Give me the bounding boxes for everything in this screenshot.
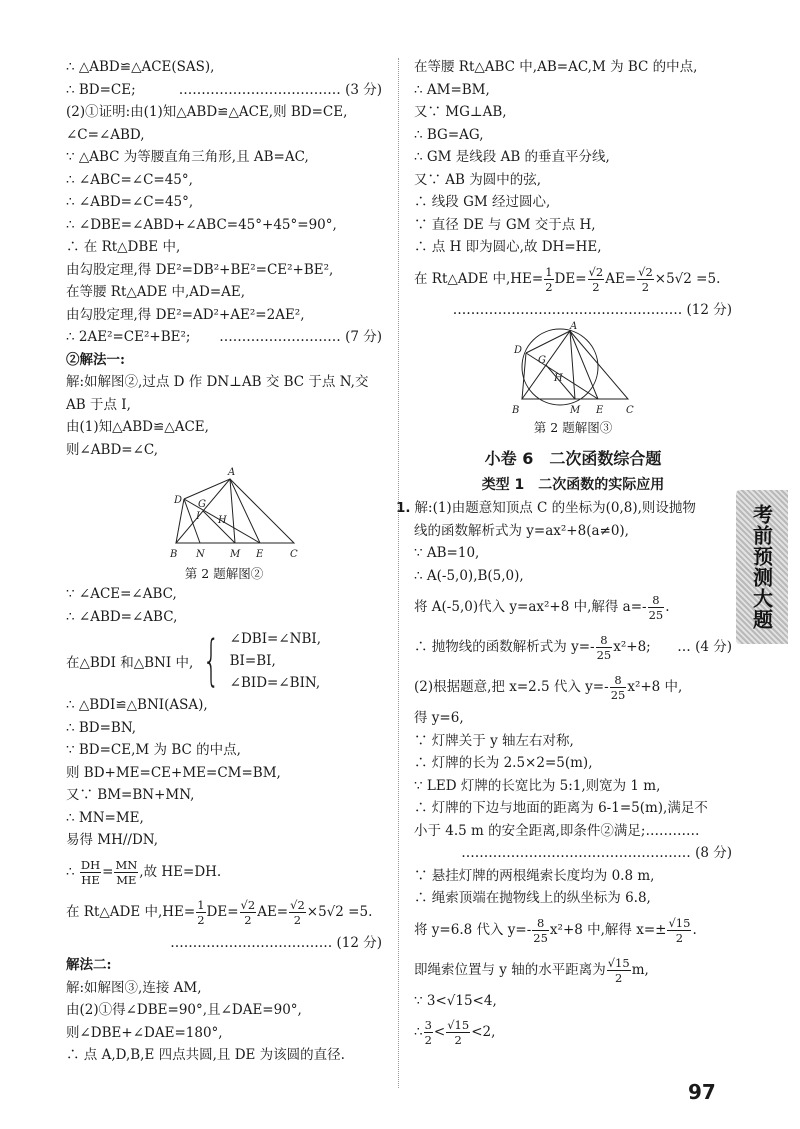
text-line: 在等腰 Rt△ABC 中,AB=AC,M 为 BC 的中点, [414,59,698,75]
svg-text:G: G [538,355,546,366]
text-line: 在等腰 Rt△ADE 中,AD=AE, [66,284,246,300]
condition: BI=BI, [229,653,276,669]
text-line: ∴ 灯牌的长为 2.5×2=5(m), [414,755,593,771]
text-line: 线的函数解析式为 y=ax²+8(a≠0), [414,522,629,539]
text-line: 1. 解:(1)由题意知顶点 C 的坐标为(0,8),则设抛物 [396,500,696,516]
text-line: ②解法一: [66,351,125,368]
text-line: ∴ AM=BM, [414,81,490,98]
text-line: ∵ 直径 DE 与 GM 交于点 H, [414,216,596,233]
section-title: 小卷 6 二次函数综合题 [484,449,662,468]
text-line: 则 BD+ME=CE+ME=CM=BM, [66,764,281,781]
text-line: ∵ BD=CE,M 为 BC 的中点, [66,742,241,758]
svg-text:H: H [218,515,227,526]
text-line: AB 于点 I, [66,396,131,413]
section-subtitle: 类型 1 二次函数的实际应用 [481,477,665,493]
text-line: ∴ 2AE²=CE²+BE²; ……………………… (7 分) [66,326,382,349]
figure-caption: 第 2 题解图③ [533,420,613,435]
figure-2-2 [66,461,382,565]
text-line: 又∵ BM=BN+MN, [66,787,195,803]
svg-text:I: I [196,511,200,522]
text-line: 小于 4.5 m 的安全距离,即条件②满足;………… [414,822,700,839]
fraction: $\frac{DH}{HE}$ [80,857,101,887]
score-mark: ……………………………… (3 分) [178,81,382,98]
text-line: 由勾股定理,得 DE²=AD²+AE²=2AE², [66,306,305,323]
text-line: ∴ ∠ABD=∠C=45°, [66,194,194,210]
svg-text:A: A [228,467,236,478]
text-line: ∴ BD=CE; ……………………………… (3 分) [66,79,382,102]
text-line: ∵ 悬挂灯牌的两根绳索长度均为 0.8 m, [414,867,655,884]
text-line: 又∵ MG⊥AB, [414,104,507,120]
condition: ∠DBI=∠NBI, [229,631,322,647]
text-line: ∴ △BDI≌△BNI(ASA), [66,697,208,713]
text-line: ∴ 灯牌的下边与地面的距离为 6-1=5(m),满足不 [414,800,708,816]
text-line: ∴ GM 是线段 AB 的垂直平分线, [414,149,610,165]
text-line: ∴ 绳索顶端在抛物线上的纵坐标为 6.8, [414,890,651,906]
geometry-diagram [500,321,640,417]
fraction-line: 在 Rt△ADE 中,HE= $\frac{1}{2}$ DE= $\frac{√2}{2}$ AE= $\frac{√2}{2}$ ×5√2 =5. [66,897,373,927]
fraction: $\frac{8}{25}$ [533,915,548,945]
text-line: ∴ 点 A,D,B,E 四点共圆,且 DE 为该圆的直径. [66,1047,345,1063]
text-line: ∴ △ABD≌△ACE(SAS), [66,59,215,75]
text-line: ∴ 线段 GM 经过圆心, [414,194,551,210]
fraction-line: ∴ 抛物线的函数解析式为 y=- $\frac{8}{25}$ x²+8; … (4 分) [414,627,732,667]
score-mark: … (4 分) [677,639,732,655]
geometry-diagram [162,461,302,561]
text-line: 解法二: [66,957,112,973]
text-line: 得 y=6, [414,710,464,726]
text-line: ∴ 点 H 即为圆心,故 DH=HE, [414,239,602,255]
text-line: ∵ LED 灯牌的长宽比为 5:1,则宽为 1 m, [414,777,661,794]
text-line: ∵ 3<√15<4, [414,992,497,1009]
fraction-line: ∴ $\frac{3}{2}$ < $\frac{√15}{2}$ <2, [414,1018,496,1047]
text-line: 则∠ABD=∠C, [66,441,159,458]
svg-text:M: M [230,549,241,560]
triangle-ade [526,331,598,399]
svg-text:G: G [198,499,206,510]
fraction-line: 在 Rt△ADE 中,HE= $\frac{1}{2}$ DE= $\frac{√2}{2}$ AE= $\frac{√2}{2}$ ×5√2 =5. [414,264,721,294]
text-line: ∴ ∠ABD=∠ABC, [66,608,178,625]
fraction: $\frac{√15}{2}$ [607,955,630,985]
figure-2-3 [414,321,732,419]
svg-text:N: N [196,549,205,560]
text-line: ∵ 灯牌关于 y 轴左右对称, [414,732,574,749]
text-line: ∴ BD=BN, [66,719,137,736]
brace-symbol: { [202,629,221,692]
text-line: 由勾股定理,得 DE²=DB²+BE²=CE²+BE², [66,261,334,278]
text-line: ∴ A(-5,0),B(5,0), [414,567,524,584]
circle [522,329,598,405]
fraction: $\frac{√2}{2}$ [588,264,604,294]
fraction-line: 即绳索位置与 y 轴的水平距离为 $\frac{√15}{2}$ m, [414,955,649,985]
svg-text:E: E [256,549,264,560]
text-line: 易得 MH//DN, [66,832,159,848]
fraction-line: 将 y=6.8 代入 y=- $\frac{8}{25}$ x²+8 中,解得 x=± $\frac{√15}{2}$ . [414,915,697,945]
text-line: 又∵ AB 为圆中的弦, [414,171,542,188]
fraction: $\frac{1}{2}$ [545,264,553,294]
fraction: $\frac{MN}{ME}$ [115,857,138,887]
text-line: ∵ AB=10, [414,545,480,561]
svg-text:D: D [514,345,523,356]
text-line: ∴ MN=ME, [66,809,144,826]
left-column [66,56,382,1067]
text-line: ∠C=∠ABD, [66,126,145,143]
svg-text:H: H [554,373,563,384]
score-mark: …………………………………………… (8 分) [461,845,732,861]
fraction: $\frac{√2}{2}$ [240,897,256,927]
svg-text:C: C [626,405,634,416]
fraction: $\frac{√2}{2}$ [638,264,653,294]
text-line: 解:如解图②,过点 D 作 DN⊥AB 交 BC 于点 N,交 [66,374,369,390]
fraction: $\frac{8}{25}$ [610,673,626,702]
fraction-line: (2)根据题意,把 x=2.5 代入 y=- $\frac{8}{25}$ x²+8 中, [414,673,683,702]
congruence-conditions: 在△BDI 和△BNI 中, { ∠DBI=∠NBI, BI=BI, ∠BID=∠BIN, [66,629,322,692]
side-tab [736,490,788,644]
condition: ∠BID=∠BIN, [229,675,321,691]
text-line: ∴ 在 Rt△DBE 中, [66,239,181,255]
fraction: $\frac{√15}{2}$ [447,1018,470,1047]
side-tab-label: 考前预测大题 [749,504,774,630]
svg-text:E: E [596,405,604,416]
text-line: ∴ ∠ABC=∠C=45°, [66,171,193,188]
svg-text:C: C [290,549,298,560]
text-line: ∵ ∠ACE=∠ABC, [66,586,177,602]
page-number: 97 [688,1080,716,1104]
fraction: $\frac{8}{25}$ [596,633,612,662]
text-line: 由(2)①得∠DBE=90°,且∠DAE=90°, [66,1002,302,1018]
fraction: $\frac{3}{2}$ [424,1018,432,1047]
fraction-line: 将 A(-5,0)代入 y=ax²+8 中,解得 a=- $\frac{8}{25}$ . [414,593,670,622]
column-divider [398,58,399,1088]
text-line: (2)①证明:由(1)知△ABD≌△ACE,则 BD=CE, [66,104,348,120]
text-line: ∴ BG=AG, [414,126,484,143]
text-line: ∵ △ABC 为等腰直角三角形,且 AB=AC, [66,149,309,165]
right-column [396,56,732,1052]
fraction: $\frac{√2}{2}$ [290,897,305,927]
text-line: ∴ ∠DBE=∠ABD+∠ABC=45°+45°=90°, [66,216,337,233]
svg-text:D: D [174,495,183,506]
text-line: 解:如解图③,连接 AM, [66,979,202,996]
score-mark: ……………………………… (12 分) [170,934,382,951]
fraction: $\frac{√15}{2}$ [668,915,691,945]
svg-text:B: B [512,405,520,416]
text-line: 由(1)知△ABD≌△ACE, [66,419,209,435]
score-mark: …………………………………………… (12 分) [452,301,732,318]
svg-text:A: A [570,321,578,332]
fraction-line: ∴ $\frac{DH}{HE}$ = $\frac{MN}{ME}$ ,故 HE=DH. [66,857,222,887]
score-mark: ……………………… (7 分) [219,329,382,345]
svg-text:B: B [170,549,178,560]
fraction: $\frac{1}{2}$ [197,897,205,927]
fraction: $\frac{8}{25}$ [648,593,664,622]
question-number: 1. [396,500,411,516]
text-line: 则∠DBE+∠DAE=180°, [66,1024,223,1041]
svg-text:M: M [570,405,581,416]
figure-caption: 第 2 题解图② [184,566,264,581]
